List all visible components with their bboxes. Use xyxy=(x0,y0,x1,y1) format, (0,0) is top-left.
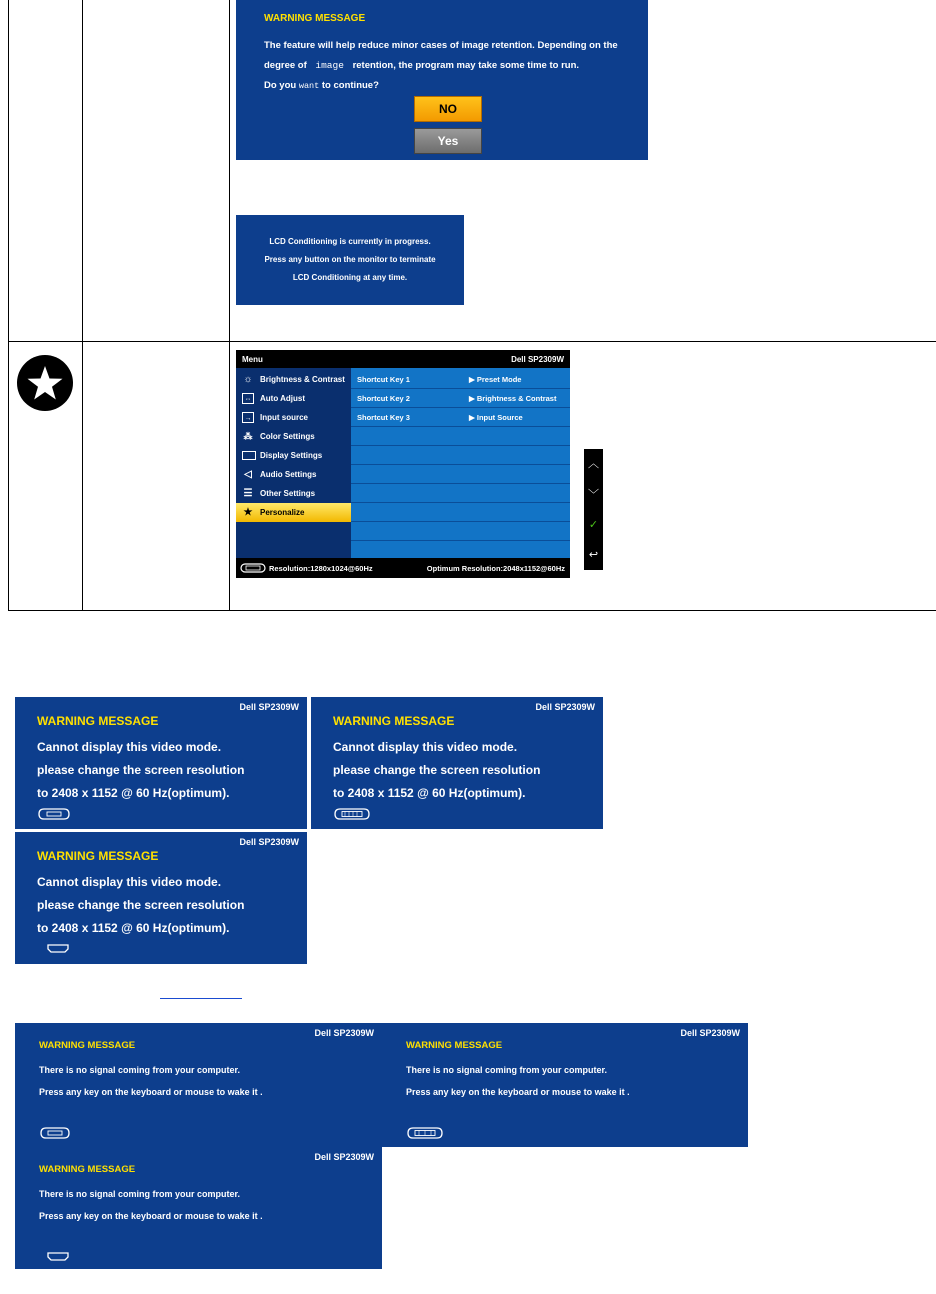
dialog-text-line3-c: to continue? xyxy=(321,80,379,91)
osd-item-display-settings[interactable] xyxy=(236,446,351,465)
no-signal-warning-vga xyxy=(15,1023,382,1147)
osd-menu-label: Menu xyxy=(242,355,263,364)
shortcut-key-3-row[interactable] xyxy=(351,408,570,427)
table-border-row xyxy=(8,341,936,342)
osd-header xyxy=(236,350,570,368)
table-border-col2 xyxy=(229,0,230,611)
shortcut-key-1-row[interactable] xyxy=(351,370,570,389)
dialog-text-line3 xyxy=(264,80,379,91)
warning-title: WARNING MESSAGE xyxy=(406,1040,503,1051)
progress-line3: LCD Conditioning at any time. xyxy=(292,273,408,282)
warning-title: WARNING MESSAGE xyxy=(37,849,159,863)
warning-model: Dell SP2309W xyxy=(239,837,299,847)
progress-line2: Press any button on the monitor to terminate xyxy=(264,255,436,264)
osd-item-label: Audio Settings xyxy=(260,470,317,479)
shortcut-key-label: Shortcut Key 2 xyxy=(357,394,410,403)
warning-line1: There is no signal coming from your computer. xyxy=(39,1189,241,1199)
warning-line2: Press any key on the keyboard or mouse to wake it . xyxy=(406,1087,630,1097)
star-icon: ★ xyxy=(243,507,253,518)
shortcut-key-2-row[interactable] xyxy=(351,389,570,408)
empty-row xyxy=(351,446,570,465)
osd-item-color-settings[interactable] xyxy=(236,427,351,446)
sun-icon: ☼ xyxy=(243,374,253,385)
vga-connector-icon xyxy=(240,563,266,573)
hyperlink-underline[interactable] xyxy=(160,997,242,999)
warning-line3: to 2408 x 1152 @ 60 Hz(optimum). xyxy=(37,921,230,935)
display-icon xyxy=(242,451,256,460)
shortcut-key-label: Shortcut Key 1 xyxy=(357,375,410,384)
vga-connector-icon xyxy=(39,1127,71,1139)
dialog-text-line3-b: want xyxy=(298,81,320,91)
dialog-text-line1: The feature will help reduce minor cases of image retention. Depending on the xyxy=(264,40,618,51)
no-signal-warning-hdmi xyxy=(15,1147,382,1269)
hdmi-connector-icon xyxy=(47,1251,69,1261)
table-border-col1 xyxy=(82,0,83,611)
osd-item-other-settings[interactable] xyxy=(236,484,351,503)
empty-row xyxy=(351,484,570,503)
table-border-left xyxy=(8,0,9,611)
osd-nav-buttons xyxy=(584,449,603,570)
personalize-star-icon xyxy=(16,354,74,412)
warning-model: Dell SP2309W xyxy=(314,1028,374,1038)
yes-button[interactable]: Yes xyxy=(414,128,482,154)
osd-item-input-source[interactable] xyxy=(236,408,351,427)
warning-line2: please change the screen resolution xyxy=(37,763,245,777)
back-icon[interactable]: ↩ xyxy=(588,549,599,561)
shortcut-value-text: Brightness & Contrast xyxy=(476,394,557,403)
shortcut-key-label: Shortcut Key 3 xyxy=(357,413,410,422)
table-border-bottom xyxy=(8,610,936,611)
osd-item-audio-settings[interactable] xyxy=(236,465,351,484)
osd-item-label: Brightness & Contrast xyxy=(260,375,345,384)
warning-title: WARNING MESSAGE xyxy=(39,1164,136,1175)
video-mode-warning-vga xyxy=(15,697,307,829)
osd-item-label: Other Settings xyxy=(260,489,316,498)
shortcut-key-value: ▶ Brightness & Contrast xyxy=(469,394,557,403)
osd-item-label: Input source xyxy=(260,413,309,422)
warning-line1: There is no signal coming from your computer. xyxy=(39,1065,241,1075)
auto-adjust-icon: ⇔ xyxy=(242,393,254,404)
empty-row xyxy=(351,427,570,446)
osd-item-label: Personalize xyxy=(260,508,305,517)
warning-model: Dell SP2309W xyxy=(680,1028,740,1038)
osd-item-auto-adjust[interactable] xyxy=(236,389,351,408)
up-arrow-icon[interactable]: ︿ xyxy=(588,458,599,470)
warning-line2: Press any key on the keyboard or mouse to wake it . xyxy=(39,1211,263,1221)
dialog-text-line2 xyxy=(264,60,579,71)
warning-title: WARNING MESSAGE xyxy=(39,1040,136,1051)
check-icon[interactable]: ✓ xyxy=(588,519,599,531)
dialog-text-line2-c: retention, the program may take some time to run. xyxy=(352,60,580,71)
osd-optimum-resolution: Optimum Resolution:2048x1152@60Hz xyxy=(426,564,565,573)
dialog-text-line2-b: image xyxy=(315,60,344,71)
video-mode-warning-hdmi xyxy=(15,832,307,964)
warning-model: Dell SP2309W xyxy=(314,1152,374,1162)
shortcut-value-text: Preset Mode xyxy=(476,375,522,384)
empty-row xyxy=(351,522,570,541)
color-dots-icon: ⁂ xyxy=(243,431,253,441)
warning-line2: please change the screen resolution xyxy=(37,898,245,912)
shortcut-key-value: ▶ Preset Mode xyxy=(469,375,522,384)
sliders-icon: ☰ xyxy=(243,488,253,499)
warning-line2: Press any key on the keyboard or mouse to wake it . xyxy=(39,1087,263,1097)
down-arrow-icon[interactable]: ﹀ xyxy=(588,489,599,501)
warning-line3: to 2408 x 1152 @ 60 Hz(optimum). xyxy=(333,786,526,800)
video-mode-warning-dvi xyxy=(311,697,603,829)
lcd-conditioning-progress-dialog xyxy=(236,215,464,305)
dvi-connector-icon xyxy=(406,1127,444,1139)
shortcut-value-text: Input Source xyxy=(476,413,523,422)
osd-resolution: Resolution:1280x1024@60Hz xyxy=(269,564,373,573)
osd-menu xyxy=(236,350,570,578)
warning-model: Dell SP2309W xyxy=(239,702,299,712)
dialog-title: WARNING MESSAGE xyxy=(264,13,366,24)
dvi-connector-icon xyxy=(333,808,371,820)
dialog-text-line2-a: degree of xyxy=(264,60,307,71)
no-button[interactable]: NO xyxy=(414,96,482,122)
warning-line1: Cannot display this video mode. xyxy=(37,875,222,889)
osd-item-brightness-contrast[interactable] xyxy=(236,370,351,389)
osd-item-label: Color Settings xyxy=(260,432,315,441)
speaker-icon: ◁ xyxy=(244,469,252,480)
no-signal-warning-dvi xyxy=(382,1023,748,1147)
warning-line1: Cannot display this video mode. xyxy=(37,740,222,754)
hdmi-connector-icon xyxy=(47,943,69,953)
osd-item-label: Display Settings xyxy=(260,451,323,460)
warning-line1: Cannot display this video mode. xyxy=(333,740,518,754)
shortcut-key-value: ▶ Input Source xyxy=(469,413,523,422)
osd-model: Dell SP2309W xyxy=(511,355,564,364)
osd-footer xyxy=(236,558,570,578)
lcd-conditioning-warning-dialog xyxy=(236,0,648,160)
progress-line1: LCD Conditioning is currently in progress. xyxy=(269,237,431,246)
empty-row xyxy=(351,465,570,484)
osd-item-personalize[interactable] xyxy=(236,503,351,522)
warning-model: Dell SP2309W xyxy=(535,702,595,712)
input-source-icon: → xyxy=(242,412,254,423)
warning-line2: please change the screen resolution xyxy=(333,763,541,777)
warning-title: WARNING MESSAGE xyxy=(333,714,455,728)
warning-line3: to 2408 x 1152 @ 60 Hz(optimum). xyxy=(37,786,230,800)
dialog-text-line3-a: Do you xyxy=(264,80,297,91)
warning-line1: There is no signal coming from your computer. xyxy=(406,1065,608,1075)
empty-row xyxy=(351,503,570,522)
osd-item-label: Auto Adjust xyxy=(260,394,306,403)
warning-title: WARNING MESSAGE xyxy=(37,714,159,728)
vga-connector-icon xyxy=(37,808,71,820)
